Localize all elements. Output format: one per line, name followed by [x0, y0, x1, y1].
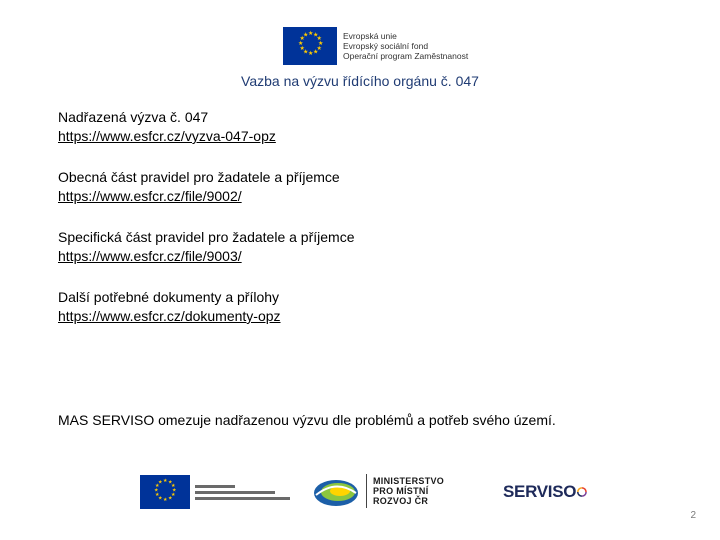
svg-text:★: ★	[155, 492, 160, 498]
svg-text:★: ★	[308, 50, 314, 57]
item-link[interactable]: https://www.esfcr.cz/file/9002/	[58, 188, 242, 204]
svg-text:★: ★	[299, 45, 305, 52]
item-link[interactable]: https://www.esfcr.cz/dokumenty-opz	[58, 308, 281, 324]
eu-logo-bottom	[140, 474, 300, 510]
svg-text:★: ★	[318, 40, 324, 47]
svg-text:★: ★	[172, 487, 177, 494]
page-title: Vazba na výzvu řídícího orgánu č. 047	[241, 73, 479, 89]
svg-text:★: ★	[298, 40, 304, 47]
svg-text:★: ★	[171, 483, 176, 489]
eu-logo-line: Operační program Zaměstnanost	[343, 51, 469, 61]
eu-flag-icon	[140, 475, 190, 509]
serviso-logo	[503, 474, 587, 510]
mmr-line: PRO MÍSTNÍ	[373, 486, 429, 496]
svg-text:★: ★	[163, 497, 168, 503]
mmr-logo-text	[373, 476, 444, 506]
item-label: Specifická část pravidel pro žadatele a příjemce	[58, 229, 355, 245]
footer-logos	[0, 460, 720, 520]
svg-text:★: ★	[299, 35, 305, 42]
svg-text:★: ★	[308, 30, 314, 37]
svg-text:★: ★	[168, 495, 173, 502]
svg-text:★: ★	[303, 31, 309, 39]
mmr-logo	[312, 470, 452, 512]
item-label: Další potřebné dokumenty a přílohy	[58, 289, 280, 305]
item-link[interactable]: https://www.esfcr.cz/file/9003/	[58, 248, 242, 264]
svg-text:★: ★	[163, 478, 168, 484]
mmr-line: ROZVOJ ČR	[373, 496, 429, 506]
page-number: 2	[690, 510, 696, 521]
svg-text:★: ★	[154, 487, 159, 494]
mmr-line: MINISTERSTVO	[373, 476, 445, 486]
serviso-logo-text: SERVISO	[503, 482, 577, 501]
list-item	[58, 168, 678, 206]
eu-flag-icon	[283, 27, 337, 65]
svg-text:★: ★	[158, 479, 163, 486]
eu-logo-top	[283, 24, 483, 68]
eu-logo-line: Evropská unie	[343, 31, 397, 41]
svg-text:★: ★	[303, 48, 309, 56]
document-body	[58, 108, 678, 348]
svg-text:★: ★	[158, 495, 163, 502]
list-item	[58, 108, 678, 146]
svg-text:★: ★	[316, 35, 322, 42]
svg-text:★: ★	[313, 48, 319, 56]
svg-text:★: ★	[313, 31, 319, 39]
item-link[interactable]: https://www.esfcr.cz/vyzva-047-opz	[58, 128, 276, 144]
list-item	[58, 228, 678, 266]
list-item	[58, 288, 678, 326]
mmr-emblem-icon	[312, 473, 360, 509]
item-label: Obecná část pravidel pro žadatele a příjemce	[58, 169, 340, 185]
eu-logo-text	[343, 31, 468, 61]
svg-text:★: ★	[155, 483, 160, 489]
serviso-ring-icon	[577, 479, 587, 505]
note-text: MAS SERVISO omezuje nadřazenou výzvu dle problémů a potřeb svého území.	[58, 412, 556, 428]
divider	[366, 474, 367, 508]
svg-text:★: ★	[168, 479, 173, 486]
svg-text:★: ★	[316, 45, 322, 52]
item-label: Nadřazená výzva č. 047	[58, 109, 209, 125]
eu-logo-text-lines	[195, 485, 290, 500]
eu-logo-line: Evropský sociální fond	[343, 41, 429, 51]
svg-text:★: ★	[171, 492, 176, 498]
